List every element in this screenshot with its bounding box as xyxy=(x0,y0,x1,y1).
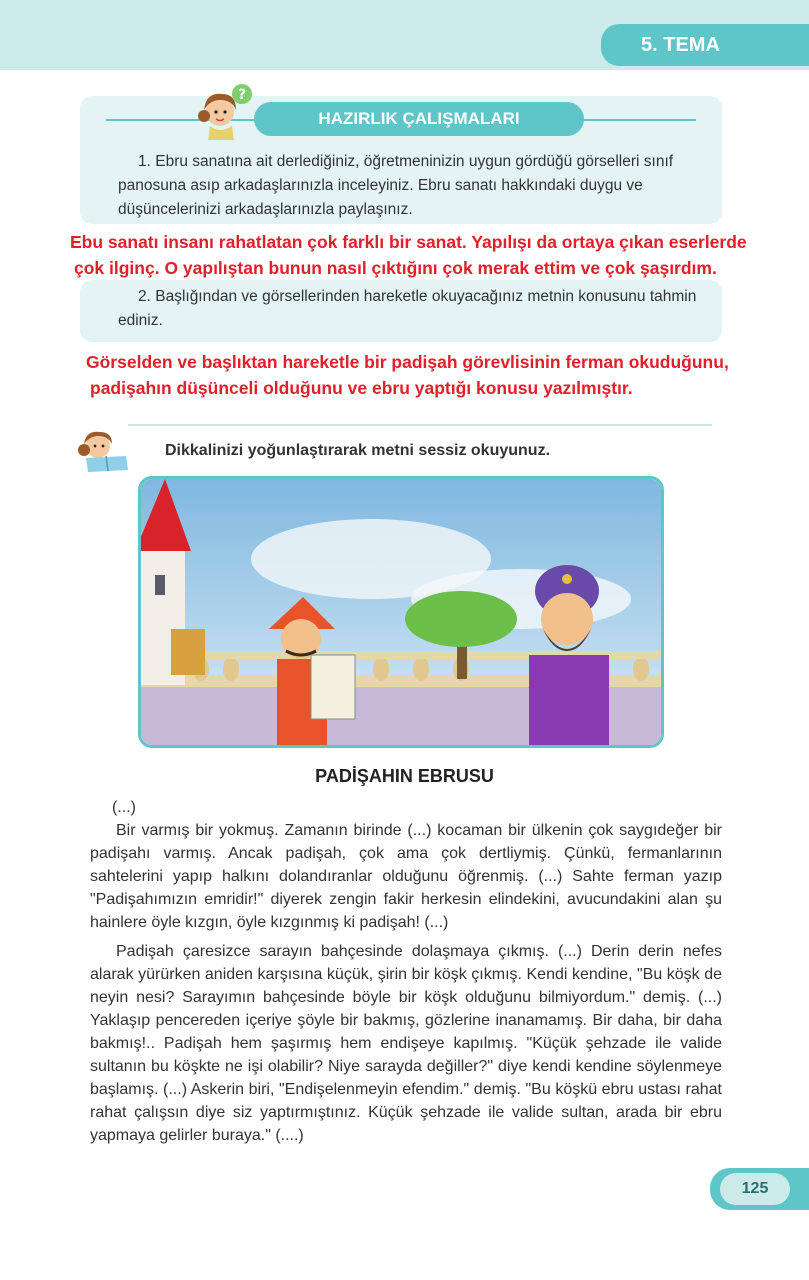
girl-reading-icon xyxy=(76,426,134,478)
story-paragraph-2: Padişah çaresizce sarayın bahçesinde dolaşmaya çıkmış. (...) Derin derin nefes alarak yürürken aniden karşısına küçük, şirin bir köşk çıkmış. Kendi kendine, "Bu köşk de neyin nesi? Sarayımın bahçesinde böyle bir köşk olduğunu bilmiyordum." demiş. (...) Yaklaşıp pencereden içeriye şöyle bir bakmış, gözlerine inanamamış. Bir daha, bir daha bakmış!.. Padişah hem şaşırmış hem endişeye kapılmış. "Küçük şehzade ile valide sultanın bu köşkte ne işi olabilir? Niye sarayda değiller?" diye kendi kendine söylenmeye başlamış. (...) Askerin biri, "Endişelenmeyin efendim." demiş. "Bu köşkü ebru ustası rahat rahat çalışsın diye siz yaptırmıştınız. Küçük şehzade ile valide sultan, arada bir ebru yapmaya gelirler buraya." (....) xyxy=(90,943,722,1144)
reading-instruction: Dikkalinizi yoğunlaştırarak metni sessiz okuyunuz. xyxy=(165,442,551,459)
answer-1-line-2: çok ilginç. O yapılıştan bunun nasıl çıktığını çok merak ettim ve çok şaşırdım. xyxy=(74,258,717,278)
story-paragraph-1: Bir varmış bir yokmuş. Zamanın birinde (...) kocaman bir ülkenin çok saygıdeğer bir padişahı varmış. Ancak padişah, çok ama çok dertliymiş. Çünkü, fermanlarının sahtelerini yapıp halkını dolandıranlar olduğunu öğrenmiş. (...) Sahte ferman yazıp "Padişahımızın emridir!" diyerek zengin fakir herkesin elindekini, avucundakini alan şu hainlere öyle kızgın, öyle kızgınmış ki padişah! (...) xyxy=(90,822,722,931)
page-number-tab xyxy=(710,1168,809,1210)
preparation-title: HAZIRLIK ÇALIŞMALARI xyxy=(254,102,584,136)
story-text xyxy=(90,796,722,1153)
section-divider xyxy=(128,424,712,426)
question-1: 1. Ebru sanatına ait derlediğiniz, öğretmeninizin uygun gördüğü görselleri sınıf panosuna asıp arkadaşlarınızla inceleyiniz. Ebru sanatı hakkındaki duygu ve düşüncelerinizi arkadaşlarınızla paylaşınız. xyxy=(118,153,674,218)
answer-2-line-1: Görselden ve başlıktan hareketle bir padişah görevlisinin ferman okuduğunu, xyxy=(86,352,729,372)
story-illustration xyxy=(138,476,664,748)
padisah-scene-image xyxy=(141,479,661,745)
page-number: 125 xyxy=(720,1173,790,1205)
girl-thinking-icon xyxy=(192,82,258,142)
theme-label: 5. TEMA xyxy=(601,24,809,66)
answer-1-line-1: Ebu sanatı insanı rahatlatan çok farklı bir sanat. Yapılışı da ortaya çıkan eserlerde xyxy=(70,232,747,252)
question-2: 2. Başlığından ve görsellerinden hareketle okuyacağınız metnin konusunu tahmin ediniz. xyxy=(118,288,697,329)
answer-2-line-2: padişahın düşünceli olduğunu ve ebru yaptığı konusu yazılmıştır. xyxy=(90,378,633,398)
svg-text:?: ? xyxy=(237,87,247,103)
title-rule-right xyxy=(580,119,696,121)
story-opening: (...) xyxy=(112,799,136,816)
story-title: PADİŞAHIN EBRUSU xyxy=(315,766,494,786)
